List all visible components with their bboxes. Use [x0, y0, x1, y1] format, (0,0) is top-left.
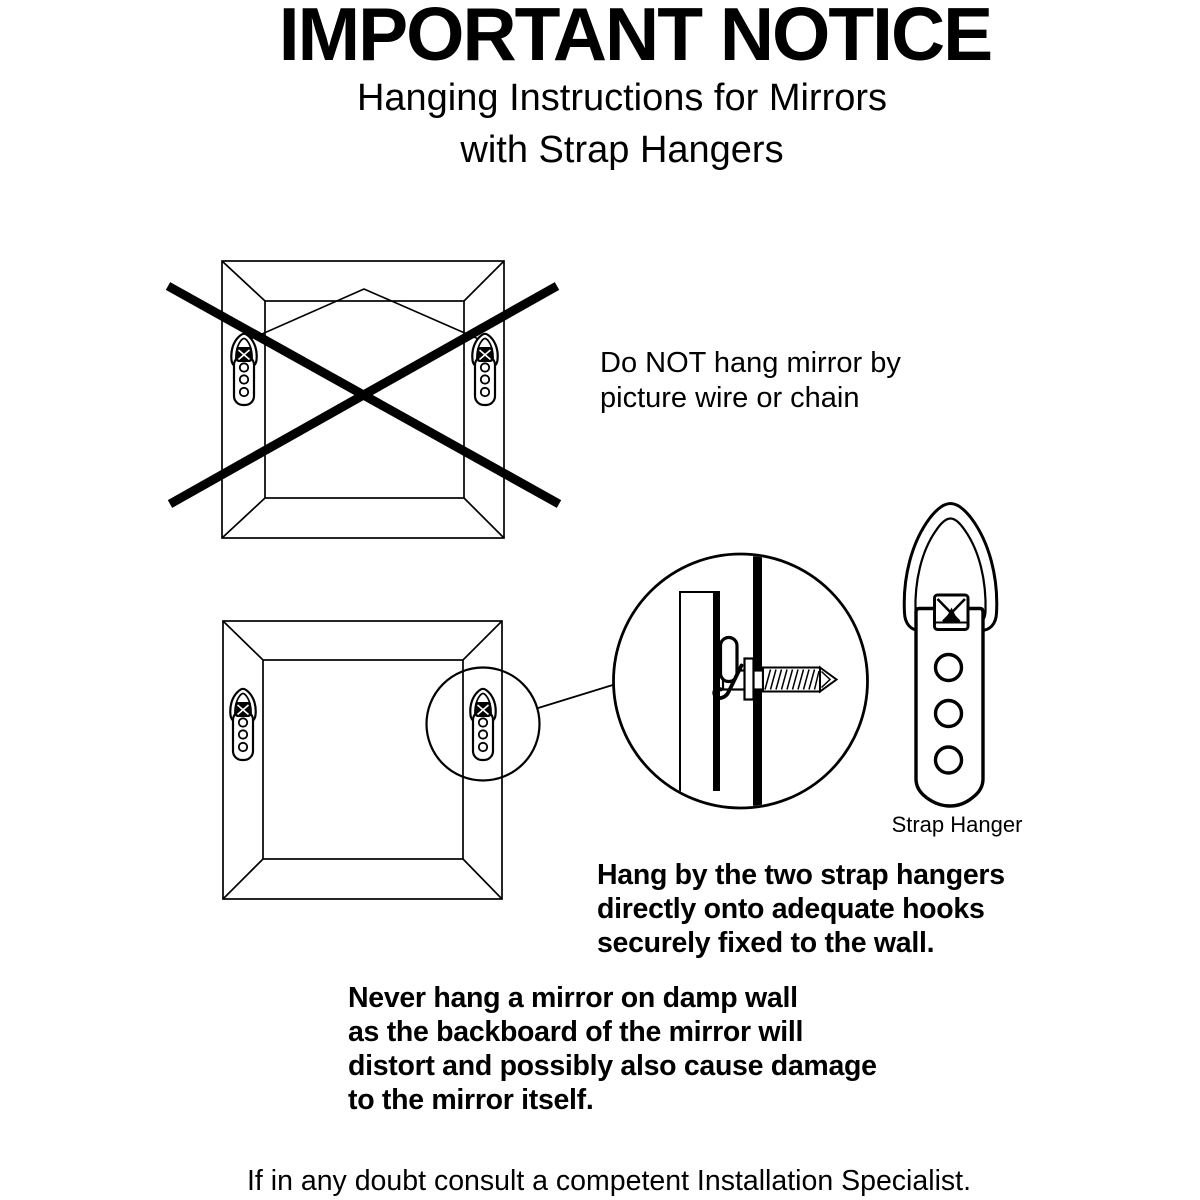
hanger-slot: [721, 638, 738, 682]
hook-detail-icon: [614, 548, 868, 814]
strap-hanger-small-icon: [470, 689, 495, 760]
strap-hanger-small-icon: [472, 334, 497, 405]
damp-warning-line-2: as the backboard of the mirror will: [348, 1016, 804, 1048]
wire-warning-text: [600, 346, 901, 416]
damp-wall-warning-text: [348, 981, 877, 1117]
cross-out-x-icon: [168, 286, 559, 504]
page-title: IMPORTANT NOTICE: [278, 0, 992, 76]
strap-hanger-small-icon: [231, 334, 256, 405]
wire-warning-line-2: picture wire or chain: [600, 382, 860, 414]
damp-warning-line-3: distort and possibly also cause damage: [348, 1050, 877, 1082]
subtitle-line-2: with Strap Hangers: [460, 129, 784, 171]
strap-hanger-small-icon: [230, 689, 255, 760]
wire-warning-line-1: Do NOT hang mirror by: [600, 347, 901, 379]
damp-warning-line-1: Never hang a mirror on damp wall: [348, 982, 798, 1014]
subtitle-line-1: Hanging Instructions for Mirrors: [356, 77, 888, 119]
page-subtitle: [22, 72, 1200, 176]
hanging-instruction-text: [597, 858, 1005, 960]
strap-hanger-label: Strap Hanger: [891, 812, 1023, 837]
zoom-leader-line: [537, 684, 617, 709]
hanging-instruction-line-2: directly onto adequate hooks: [597, 893, 985, 925]
hanging-instruction-line-1: Hang by the two strap hangers: [597, 859, 1005, 891]
crossed-mirror-icon: [168, 261, 559, 538]
picture-wire: [246, 289, 483, 341]
damp-warning-line-4: to the mirror itself.: [348, 1084, 594, 1116]
footer-text: If in any doubt consult a competent Installation Specialist.: [246, 1165, 971, 1197]
strap-hanger-icon: [904, 504, 997, 807]
hanging-instruction-line-3: securely fixed to the wall.: [597, 927, 935, 959]
strap-mirror-icon: [223, 621, 616, 899]
